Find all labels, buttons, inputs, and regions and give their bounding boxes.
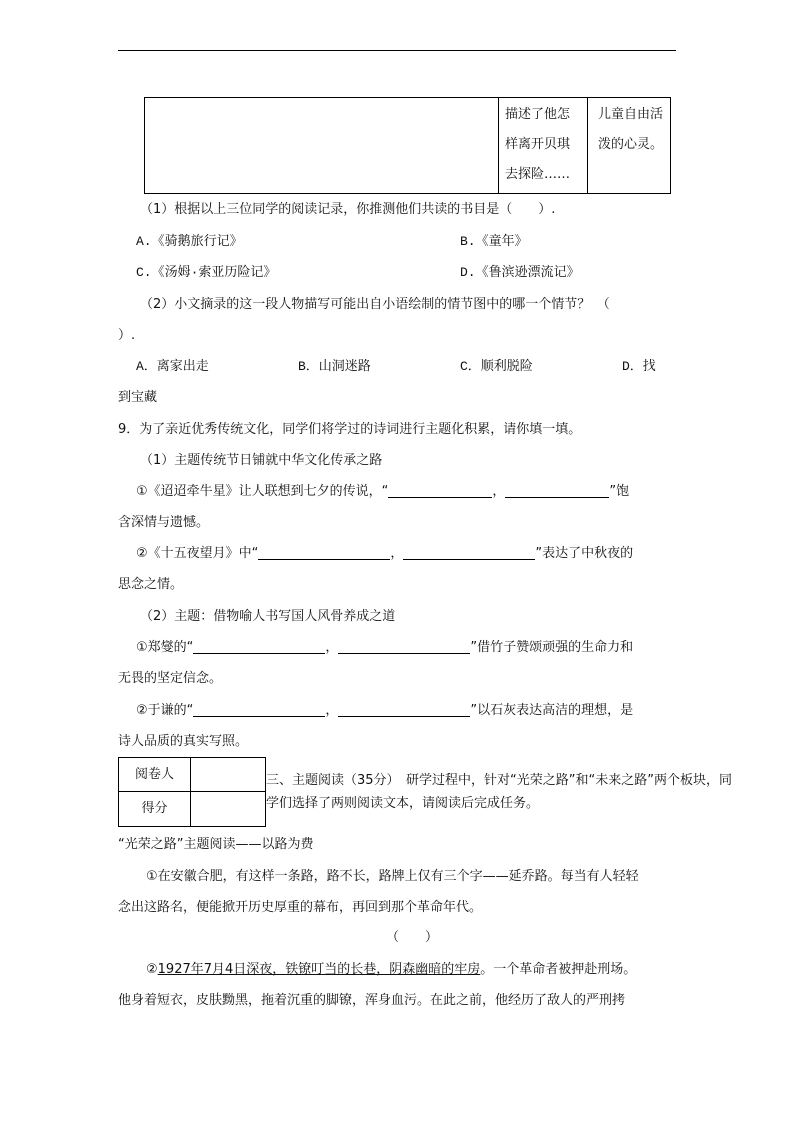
answer-blank[interactable] [505, 483, 609, 498]
paragraph-1: ①在安徽合肥，有这样一条路，路不长，路牌上仅有三个字——延乔路。每当有人轻轻 [146, 869, 639, 884]
score-label: 得分 [119, 792, 191, 826]
fill-item-4-cont: 诗人品质的真实写照。 [118, 734, 249, 749]
section-3-heading: 三、主题阅读（35分） 研学过程中，针对“光荣之路”和“未来之路”两个板块，同 [266, 773, 732, 788]
underlined-passage: 1927年7月4日深夜，铁镣叮当的长巷，阴森幽暗的牢房 [157, 962, 481, 977]
option-a: A.《骑鹅旅行记》 [136, 234, 243, 249]
table-cell-theme [588, 98, 670, 193]
theme-1-title: （1）主题传统节日铺就中华文化传承之路 [140, 453, 383, 468]
cell-text: 儿童自由活 [598, 107, 664, 122]
fill-item-text: ”饱 [609, 484, 630, 499]
header-rule [118, 50, 676, 51]
answer-blank[interactable] [193, 639, 325, 654]
comma: ， [325, 640, 339, 655]
fill-item-text: ②《十五夜望月》中“ [136, 546, 259, 561]
answer-blank[interactable] [388, 483, 492, 498]
reading-record-table [144, 97, 671, 194]
answer-blank[interactable] [338, 639, 470, 654]
answer-blank[interactable] [193, 702, 325, 717]
answer-blank[interactable] [338, 702, 470, 717]
option-b: B.《童年》 [460, 234, 528, 249]
answer-blank[interactable] [258, 545, 390, 560]
cell-text: 样离开贝琪 [505, 137, 571, 152]
question-1-stem: （1）根据以上三位同学的阅读记录，你推测他们共读的书目是（ ）. [140, 202, 556, 217]
fill-item-3 [136, 639, 633, 657]
question-9-stem: 9．为了亲近优秀传统文化，同学们将学过的诗词进行主题化积累，请你填一填。 [118, 422, 582, 437]
fill-item-text: ”表达了中秋夜的 [535, 546, 634, 561]
paragraph-2 [146, 961, 636, 979]
question-2-stem: （2）小文摘录的这一段人物描写可能出自小语绘制的情节图中的哪一个情节？ （ [140, 297, 610, 312]
fill-item-text: ”借竹子赞颂顽强的生命力和 [470, 640, 634, 655]
question-2-stem-end: ）. [118, 328, 136, 343]
option-c: C.《汤姆·索亚历险记》 [136, 265, 277, 280]
table-cell-description [498, 98, 588, 193]
fill-item-text: ②于谦的“ [136, 703, 194, 718]
option-b: B．山洞迷路 [298, 359, 371, 374]
option-d: D．找 [622, 359, 656, 374]
fill-item-text: ①郑燮的“ [136, 640, 194, 655]
paragraph-text: 。一个革命者被押赴刑场。 [480, 962, 637, 977]
fill-item-1 [136, 483, 629, 501]
paragraph-number: ② [146, 962, 158, 977]
theme-2-title: （2）主题：借物喻人书写国人风骨养成之道 [140, 609, 396, 624]
reading-title: “光荣之路”主题阅读——以路为费 [118, 837, 314, 852]
cell-text: 泼的心灵。 [598, 137, 664, 152]
comma: ， [492, 484, 506, 499]
fill-item-2-cont: 思念之情。 [118, 577, 184, 592]
paragraph-2-cont: 他身着短衣，皮肤黝黑，拖着沉重的脚镣，浑身血污。在此之前，他经历了敌人的严刑拷 [118, 993, 626, 1008]
paragraph-1-cont: 念出这路名，便能掀开历史厚重的幕布，再回到那个革命年代。 [118, 900, 483, 915]
fill-item-3-cont: 无畏的坚定信念。 [118, 671, 223, 686]
reviewer-input[interactable] [191, 758, 265, 792]
fill-item-4 [136, 702, 633, 720]
answer-blank[interactable] [403, 545, 535, 560]
cell-text: 去探险…… [505, 167, 571, 182]
answer-parens[interactable]: （ ） [386, 930, 439, 945]
option-a: A．离家出走 [136, 359, 209, 374]
fill-item-text: ①《迢迢牵牛星》让人联想到七夕的传说，“ [136, 484, 389, 499]
reviewer-label: 阅卷人 [119, 758, 191, 792]
comma: ， [325, 703, 339, 718]
score-table [118, 757, 266, 827]
fill-item-2 [136, 545, 633, 563]
option-d: D.《鲁滨逊漂流记》 [460, 265, 580, 280]
cell-text: 描述了他怎 [505, 107, 571, 122]
option-d-continued: 到宝藏 [118, 390, 158, 405]
option-c: C．顺利脱险 [460, 359, 533, 374]
comma: ， [390, 546, 404, 561]
fill-item-1-cont: 含深情与遗憾。 [118, 515, 210, 530]
table-cell-empty [145, 98, 499, 193]
fill-item-text: ”以石灰表达高洁的理想，是 [470, 703, 634, 718]
score-input[interactable] [191, 792, 265, 826]
section-3-heading-cont: 学们选择了两则阅读文本，请阅读后完成任务。 [266, 796, 540, 811]
